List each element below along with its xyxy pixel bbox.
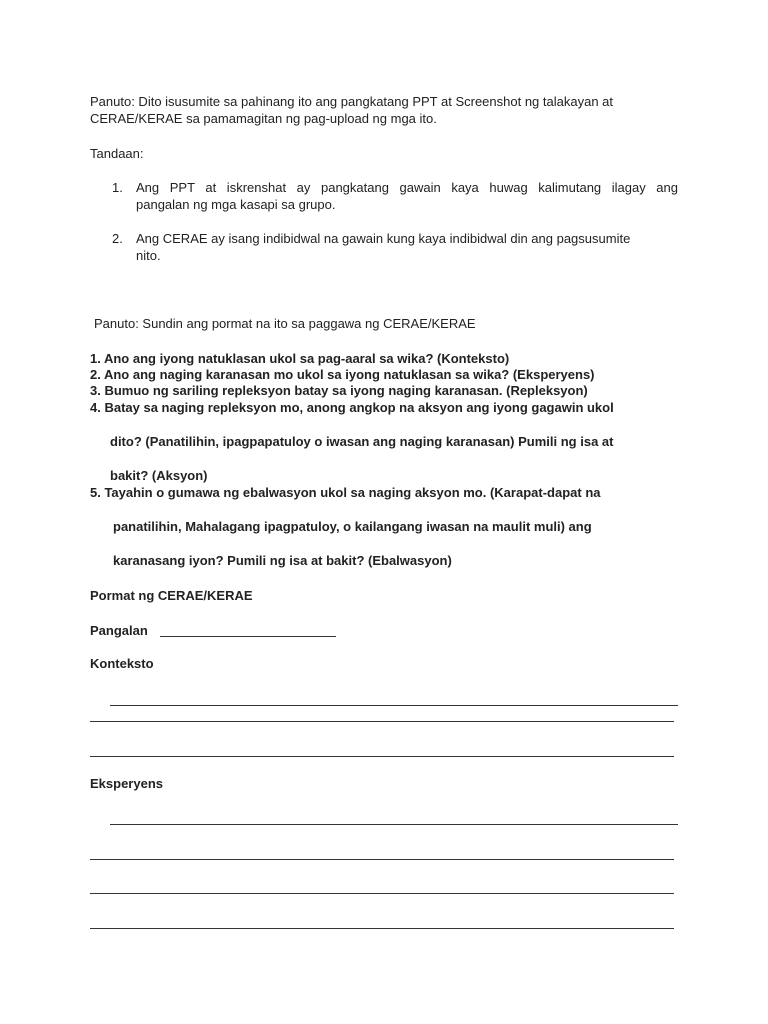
konteksto-blank-line-3[interactable] — [90, 756, 674, 757]
tandaan-item-2-line-1: Ang CERAE ay isang indibidwal na gawain kung kaya indibidwal din ang pagsusumite — [136, 231, 631, 246]
question-4-line-3: bakit? (Aksyon) — [110, 468, 208, 483]
tandaan-item-2-line-2: nito. — [136, 248, 161, 263]
eksperyens-label: Eksperyens — [90, 776, 163, 791]
question-4-line-1: 4. Batay sa naging repleksyon mo, anong angkop na aksyon ang iyong gagawin ukol — [90, 400, 614, 415]
konteksto-label: Konteksto — [90, 656, 154, 671]
tandaan-item-1-number: 1. — [112, 180, 123, 195]
tandaan-item-1-line-1: Ang PPT at iskrenshat ay pangkatang gawain kaya huwag kalimutang ilagay ang — [136, 180, 678, 195]
eksperyens-blank-line-2[interactable] — [90, 859, 674, 860]
question-2: 2. Ano ang naging karanasan mo ukol sa iyong natuklasan sa wika? (Eksperyens) — [90, 367, 595, 382]
tandaan-label: Tandaan: — [90, 146, 144, 161]
question-1: 1. Ano ang iyong natuklasan ukol sa pag-aaral sa wika? (Konteksto) — [90, 351, 510, 366]
eksperyens-blank-line-4[interactable] — [90, 928, 674, 929]
question-5-line-1: 5. Tayahin o gumawa ng ebalwasyon ukol sa naging aksyon mo. (Karapat-dapat na — [90, 485, 601, 500]
konteksto-blank-line-2[interactable] — [90, 721, 674, 722]
instruction-line-2: CERAE/KERAE sa pamamagitan ng pag-upload ng mga ito. — [90, 111, 437, 126]
tandaan-item-1-line-2: pangalan ng mga kasapi sa grupo. — [136, 197, 336, 212]
question-4-line-2: dito? (Panatilihin, ipagpapatuloy o iwasan ang naging karanasan) Pumili ng isa at — [110, 434, 614, 449]
name-blank-line[interactable] — [160, 636, 336, 637]
instruction-line-1: Panuto: Dito isusumite sa pahinang ito ang pangkatang PPT at Screenshot ng talakayan at — [90, 94, 613, 109]
question-3: 3. Bumuo ng sariling repleksyon batay sa iyong naging karanasan. (Repleksyon) — [90, 383, 588, 398]
eksperyens-blank-line-3[interactable] — [90, 893, 674, 894]
question-5-line-2: panatilihin, Mahalagang ipagpatuloy, o kailangang iwasan na maulit muli) ang — [113, 519, 592, 534]
form-title: Pormat ng CERAE/KERAE — [90, 588, 253, 603]
eksperyens-blank-line-1[interactable] — [110, 824, 678, 825]
question-5-line-3: karanasang iyon? Pumili ng isa at bakit? (Ebalwasyon) — [113, 553, 452, 568]
tandaan-item-2-number: 2. — [112, 231, 123, 246]
name-label: Pangalan — [90, 623, 148, 638]
instruction-format: Panuto: Sundin ang pormat na ito sa paggawa ng CERAE/KERAE — [94, 316, 476, 331]
konteksto-blank-line-1[interactable] — [110, 705, 678, 706]
